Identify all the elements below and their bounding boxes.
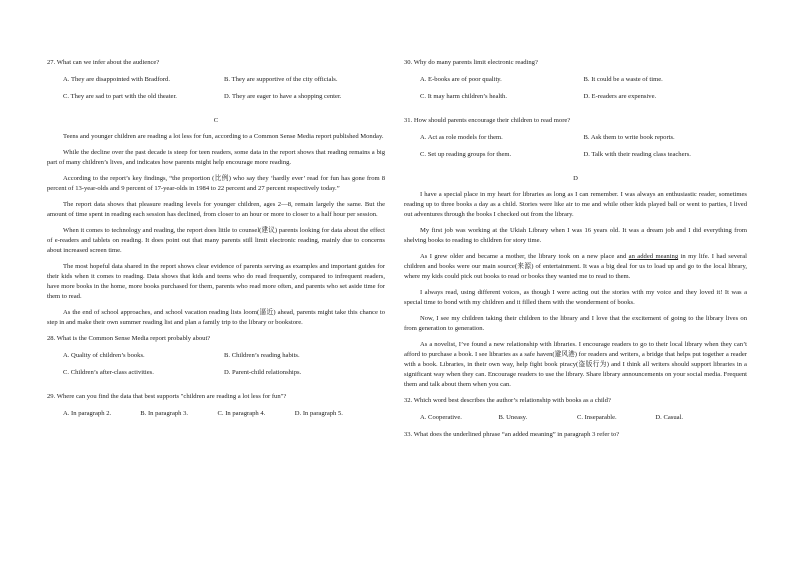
- left-column: [47, 58, 385, 426]
- question-28-options: [63, 351, 385, 385]
- section-heading-c: C: [213, 117, 219, 125]
- option-27b: B. They are supportive of the city officials.: [224, 76, 338, 84]
- question-27-options: [63, 75, 385, 109]
- paragraph-3-text-start: As I grew older and became a mother, the library took on a new place and: [420, 253, 629, 261]
- option-31d: D. Talk with their reading class teachers.: [583, 151, 691, 159]
- question-33-stem: 33. What does the underlined phrase “an added meaning” in paragraph 3 refer to?: [404, 431, 620, 439]
- question-30-stem: 30. Why do many parents limit electronic reading?: [404, 59, 538, 66]
- question-30-options: [420, 75, 747, 109]
- passage-d-paragraph-6: As a novelist, I’ve found a new relationship with libraries. I encourage readers to go to their local library when they can’t afford to purchase a book. I see libraries as a safe haven(避风港) for readers and writers, a bridge that helps put together a reader with a book. Libraries, in their own way, help fight book piracy(盗版行为) and I think all writers should support libraries in a significant way when they can. Encourage readers to use the library. Share library announcements on your social media. Frequent them and talk about them when you can.: [404, 341, 747, 389]
- question-29-stem: 29. Where can you find the data that best supports "children are reading a lot less for fun"?: [47, 393, 287, 401]
- option-27d: D. They are eager to have a shopping center.: [224, 93, 342, 101]
- option-30c: C. It may harm children’s health.: [420, 93, 507, 101]
- option-32a: A. Cooperative.: [420, 414, 462, 422]
- question-32-stem: 32. Which word best describes the author’s relationship with books as a child?: [404, 397, 611, 405]
- question-28-stem: 28. What is the Common Sense Media report probably about?: [47, 335, 211, 343]
- option-29d: D. In paragraph 5.: [294, 410, 343, 418]
- option-31b: B. Ask them to write book reports.: [583, 134, 675, 142]
- question-31-options: [420, 133, 747, 167]
- passage-d-paragraph-1: I have a special place in my heart for libraries as long as I can remember. I was always an enthusiastic reader, sometimes reading up to three books a day as a child. Stories were like air to me and while other kids played ball or went to parties, I lived out adventures through the books I checked out from the library.: [404, 191, 747, 219]
- passage-d-paragraph-4: I always read, using different voices, as though I were acting out the stories with my voice and they loved it! It was a special time to bond with my children and it filled them with the wonderment of books.: [404, 289, 747, 307]
- passage-d-paragraph-5: Now, I see my children taking their children to the library and I love that the excitement of going to the library lives on from generation to generation.: [404, 315, 747, 333]
- passage-c-paragraph-2: While the decline over the past decade is steep for teen readers, some data in the report shows that reading remains a big part of many children’s lives, and indicates how parents might help encourage more reading.: [47, 149, 385, 167]
- option-29a: A. In paragraph 2.: [63, 410, 112, 418]
- passage-c-paragraph-4: The report data shows that pleasure reading levels for younger children, ages 2—8, remain largely the same. But the amount of time spent in reading each session has declined, from closer to an hour or more to closer to a half hour per session.: [47, 201, 385, 219]
- passage-c-paragraph-5: When it comes to technology and reading, the report does little to counsel(建议) parents looking for data about the effect of e-readers and tablets on reading. It does point out that many parents still limit electronic reading, mainly due to concerns about increased screen time.: [47, 227, 385, 255]
- question-31-stem: 31. How should parents encourage their children to read more?: [404, 117, 571, 125]
- passage-c-paragraph-1: Teens and younger children are reading a lot less for fun, according to a Common Sense Media report published Monday.: [63, 133, 384, 141]
- option-31c: C. Set up reading groups for them.: [420, 151, 512, 159]
- underlined-phrase: an added meaning: [628, 253, 679, 261]
- option-30a: A. E-books are of poor quality.: [420, 76, 502, 84]
- option-28d: D. Parent-child relationships.: [224, 369, 302, 377]
- option-27c: C. They are sad to part with the old theater.: [63, 93, 177, 101]
- paragraph-3-text-end: in my life. I had several children and books were our main source(来源) of entertainment. It was a big deal for us to load up and go to the local library, where my kids could pick out books to read or books they wanted me to read to them.: [404, 253, 747, 281]
- option-32c: C. Inseparable.: [576, 414, 617, 422]
- option-29c: C. In paragraph 4.: [217, 410, 266, 418]
- option-30d: D. E-readers are expensive.: [583, 93, 657, 101]
- passage-c-paragraph-6: The most hopeful data shared in the report shows clear evidence of parents serving as examples and important guides for their kids when it comes to reading. Data shows that kids and teens who do read frequently, compared to infrequent readers, have more books in the home, more books purchased for them, parents who read more often, and parents who set aside time for them to read.: [47, 263, 385, 301]
- question-27-stem: 27. What can we infer about the audience?: [47, 59, 160, 66]
- option-29b: B. In paragraph 3.: [140, 410, 189, 418]
- option-32d: D. Casual.: [655, 414, 684, 422]
- option-28b: B. Children’s reading habits.: [224, 352, 300, 360]
- section-heading-d: D: [573, 175, 578, 183]
- passage-c-paragraph-7: As the end of school approaches, and school vacation reading lists loom(逼近) ahead, parents might take this chance to step in and make their own summer reading list and plan a family trip to the library or bookstore.: [47, 309, 385, 327]
- option-31a: A. Act as role models for them.: [420, 134, 503, 142]
- question-29-options: [63, 409, 385, 419]
- passage-d-paragraph-2: My first job was working at the Ukiah Library when I was 16 years old. It was a dream job and I did everything from shelving books to reading to children for story time.: [404, 227, 747, 245]
- right-column: [404, 58, 747, 447]
- option-30b: B. It could be a waste of time.: [583, 76, 663, 84]
- question-32-options: [420, 413, 747, 423]
- passage-d-paragraph-3: [404, 252, 747, 282]
- passage-c-paragraph-3: According to the report’s key findings, “the proportion (比例) who say they ‘hardly ever’ read for fun has gone from 8 percent of 13-year-olds and 9 percent of 17-year-olds in 1984 to 22 percent and 27 percent respectively today.”: [47, 175, 385, 193]
- option-28a: A. Quality of children’s books.: [63, 352, 145, 360]
- option-32b: B. Uneasy.: [498, 414, 528, 422]
- option-28c: C. Children’s after-class activities.: [63, 369, 154, 377]
- option-27a: A. They are disappointed with Bradford.: [63, 76, 171, 84]
